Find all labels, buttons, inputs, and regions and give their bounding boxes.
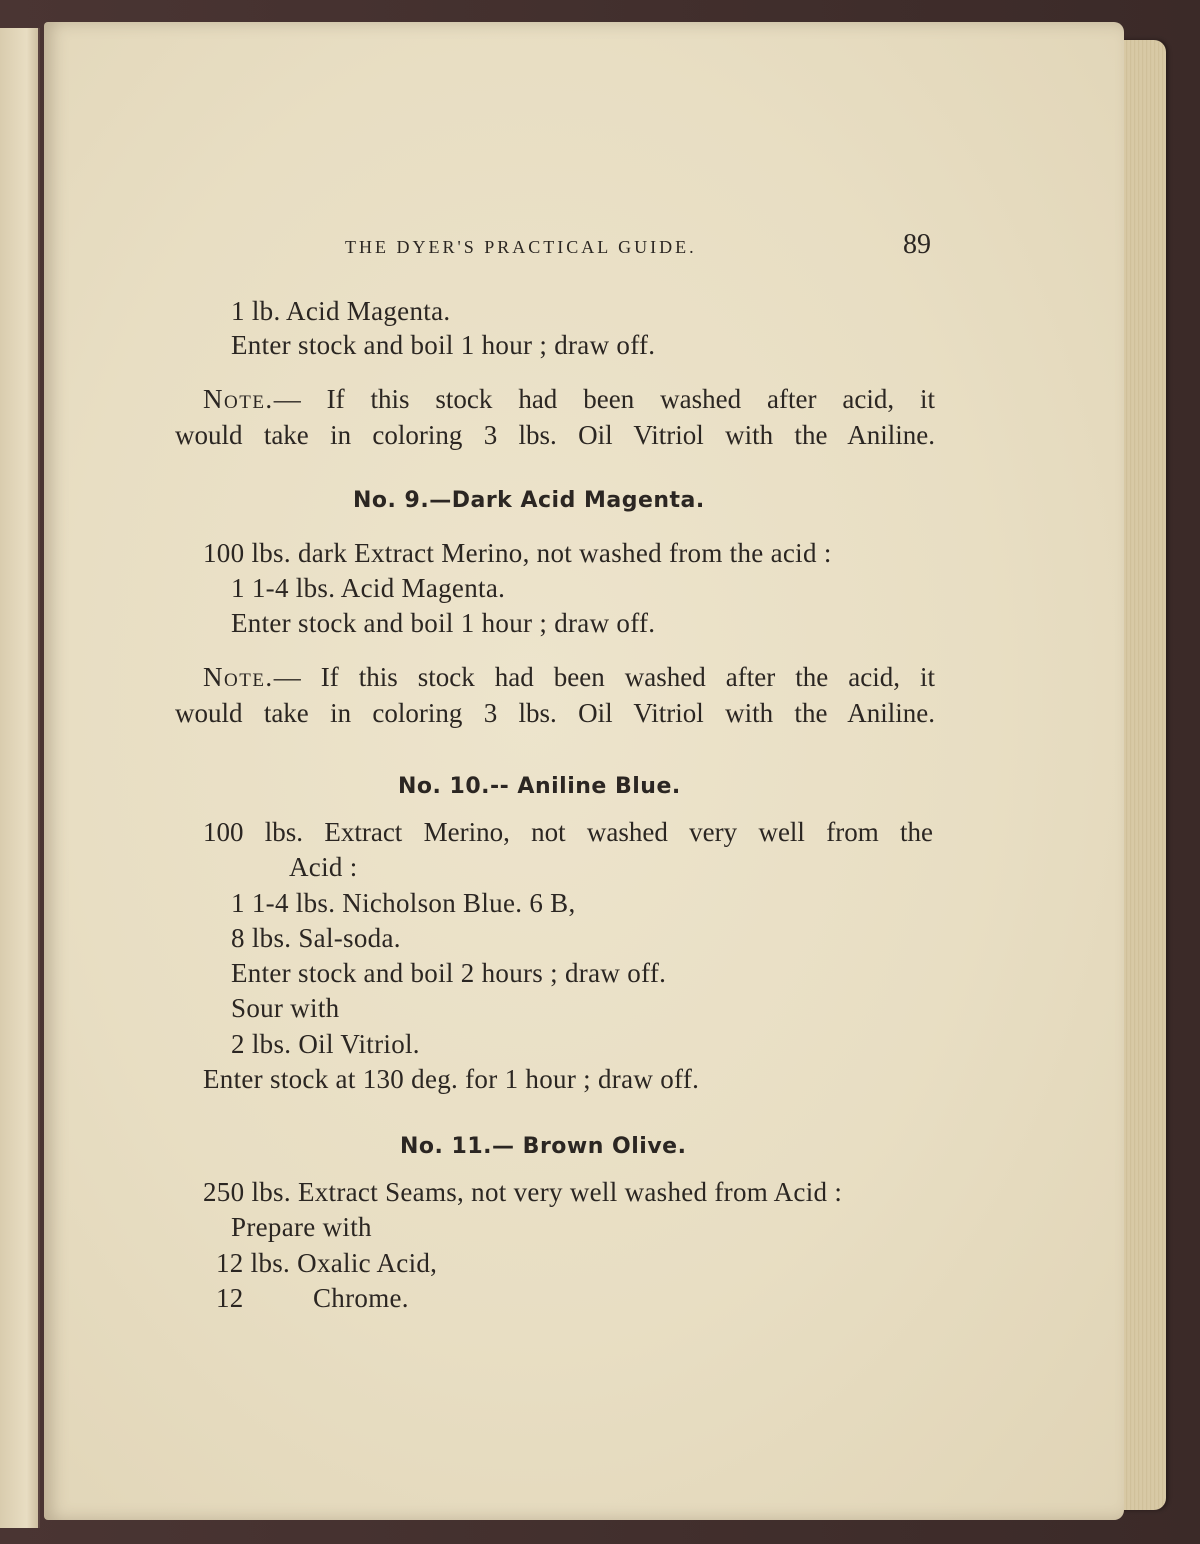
recipe-line: 100 lbs. Extract Merino, not washed very well from the: [203, 817, 933, 847]
recipe-line: Acid :: [289, 852, 358, 882]
recipe-line: Sour with: [231, 993, 340, 1023]
recipe-line: 8 lbs. Sal-soda.: [231, 923, 401, 953]
note-paragraph-line: would take in coloring 3 lbs. Oil Vitriol with the Aniline.: [175, 420, 935, 450]
page-number: 89: [903, 229, 931, 260]
note-label: Note.: [203, 384, 274, 414]
note-text: — If this stock had been washed after acid, it: [273, 384, 935, 414]
note-text: — If this stock had been washed after the acid, it: [273, 662, 935, 692]
recipe-line: 100 lbs. dark Extract Merino, not washed from the acid :: [203, 538, 832, 568]
recipe-line: Enter stock and boil 1 hour ; draw off.: [231, 330, 656, 360]
recipe-line: 250 lbs. Extract Seams, not very well washed from Acid :: [203, 1177, 843, 1207]
running-head: THE DYER'S PRACTICAL GUIDE.: [345, 237, 697, 257]
note-paragraph-line: [203, 660, 935, 694]
note-paragraph-line: would take in coloring 3 lbs. Oil Vitriol with the Aniline.: [175, 698, 935, 728]
recipe-line: Prepare with: [231, 1212, 372, 1242]
recipe-line: Enter stock at 130 deg. for 1 hour ; draw off.: [203, 1064, 700, 1094]
page-header: [0, 229, 1200, 262]
recipe-line: Enter stock and boil 2 hours ; draw off.: [231, 958, 667, 988]
recipe-line: 1 1-4 lbs. Nicholson Blue. 6 B,: [231, 888, 576, 918]
note-paragraph-line: [203, 382, 935, 416]
recipe-line-qty: 12: [216, 1283, 244, 1313]
recipe-heading: No. 9.—Dark Acid Magenta.: [353, 488, 705, 513]
recipe-line: 12 lbs. Oxalic Acid,: [216, 1248, 438, 1278]
recipe-line: 1 lb. Acid Magenta.: [231, 296, 451, 326]
recipe-line-item: Chrome.: [313, 1283, 409, 1313]
recipe-line: 2 lbs. Oil Vitriol.: [231, 1029, 420, 1059]
recipe-line: Enter stock and boil 1 hour ; draw off.: [231, 608, 656, 638]
recipe-heading: No. 10.-- Aniline Blue.: [398, 774, 681, 799]
note-label: Note.: [203, 662, 274, 692]
recipe-line: 1 1-4 lbs. Acid Magenta.: [231, 573, 506, 603]
recipe-heading: No. 11.— Brown Olive.: [400, 1134, 687, 1159]
